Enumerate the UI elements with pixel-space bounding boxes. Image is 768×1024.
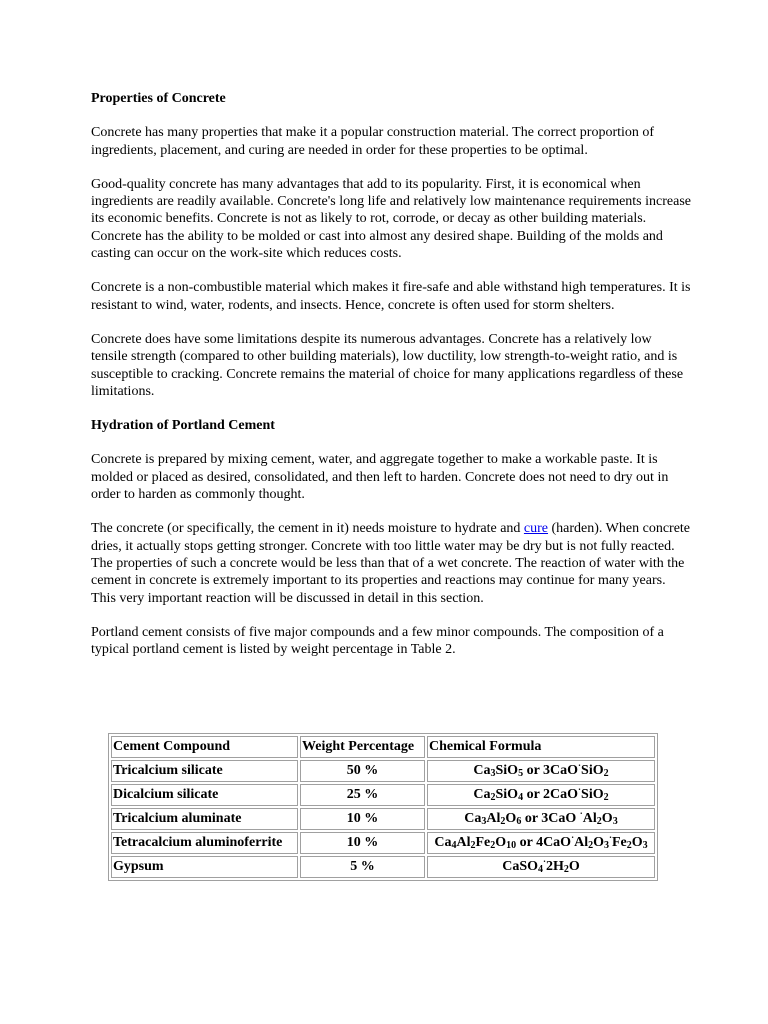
paragraph-text: The concrete (or specifically, the cement in it) needs moisture to hydrate and [91, 521, 524, 537]
chemical-formula [427, 832, 655, 854]
header-weight-percentage: Weight Percentage [300, 736, 425, 758]
formula-text: Ca [464, 811, 482, 826]
formula-text: SiO [495, 787, 519, 802]
compound-name: Tricalcium aluminate [111, 808, 298, 830]
formula-text: O [631, 835, 643, 850]
weight-percentage: 10 % [300, 808, 425, 830]
paragraph: Concrete is prepared by mixing cement, water, and aggregate together to make a workable paste. It is molded or placed as desired, consolidated, and then left to harden. Concrete does not need to dry out in order to harden as commonly thought. [91, 452, 669, 503]
chemical-formula [427, 760, 655, 782]
formula-subscript: 6 [516, 816, 522, 827]
formula-text: Al [486, 811, 501, 826]
formula-dot: · [543, 856, 547, 867]
compound-name: Gypsum [111, 856, 298, 878]
formula-subscript: 3 [603, 840, 609, 851]
formula-text: SiO [495, 763, 519, 778]
formula-text: SiO [581, 763, 604, 778]
table-header-row [111, 736, 655, 758]
compound-name: Dicalcium silicate [111, 784, 298, 806]
section-heading-hydration: Hydration of Portland Cement [91, 418, 275, 434]
formula-text: or 3CaO [521, 811, 580, 826]
formula-subscript: 3 [481, 816, 487, 827]
formula-subscript: 2 [626, 840, 632, 851]
formula-subscript: 2 [470, 840, 476, 851]
weight-percentage: 10 % [300, 832, 425, 854]
table-row [111, 760, 655, 782]
formula-text: O [593, 835, 604, 850]
formula-subscript: 2 [596, 816, 602, 827]
paragraph [91, 520, 691, 606]
formula-text: SiO [581, 787, 604, 802]
cement-compound-table [108, 733, 658, 881]
formula-text: Al [456, 835, 471, 850]
chemical-formula [427, 808, 655, 830]
formula-text: or 3CaO [523, 763, 579, 778]
weight-percentage: 25 % [300, 784, 425, 806]
formula-dot: · [578, 784, 582, 795]
paragraph: Concrete does have some limitations despite its numerous advantages. Concrete has a relatively low tensile strength (compared to other building materials), low ductility, low strength-to-weight ratio, and is susceptible to cracking. Concrete remains the material of choice for many applications regardless of these limitations. [91, 331, 684, 399]
paragraph: Good-quality concrete has many advantages that add to its popularity. First, it is economical when ingredients are readily available. Concrete's long life and relatively low maintenance requirements increase its economic benefits. Concrete is not as likely to rot, corrode, or decay as other building materials. Concrete has the ability to be molded or cast into almost any desired shape. Building of the molds and casting can occur on the work-site which reduces costs. [91, 176, 691, 262]
formula-text: Fe [612, 835, 627, 850]
formula-subscript: 2 [500, 816, 506, 827]
paragraph: Portland cement consists of five major compounds and a few minor compounds. The composition of a typical portland cement is listed by weight percentage in Table 2. [91, 624, 664, 658]
compound-name: Tetracalcium aluminoferrite [111, 832, 298, 854]
paragraph-text: (harden). When concrete dries, it actually stops getting stronger. Concrete with too little water may be dry but is not fully reacted. The properties of such a concrete would be less than that of a wet concrete. The reaction of water with the cement in concrete is extremely important to its properties and reactions may continue for many years. This very important reaction will be discussed in detail in this section. [91, 521, 691, 606]
header-chemical-formula: Chemical Formula [427, 736, 655, 758]
chemical-formula [427, 856, 655, 878]
formula-text: Ca [473, 787, 491, 802]
formula-subscript: 4 [451, 840, 457, 851]
formula-subscript: 2 [603, 768, 609, 779]
table-row [111, 784, 655, 806]
formula-text: Ca [473, 763, 491, 778]
formula-text: or 2CaO [523, 787, 579, 802]
formula-text: Ca [434, 835, 452, 850]
weight-percentage: 5 % [300, 856, 425, 878]
formula-text: or 4CaO [516, 835, 572, 850]
formula-subscript: 2 [490, 840, 496, 851]
formula-text: Fe [475, 835, 491, 850]
formula-text: CaSO [502, 859, 538, 874]
formula-subscript: 2 [588, 840, 594, 851]
table-row [111, 808, 655, 830]
formula-subscript: 10 [506, 840, 517, 851]
formula-text: O [601, 811, 613, 826]
chemical-formula [427, 784, 655, 806]
formula-subscript: 4 [518, 792, 524, 803]
formula-text: O [505, 811, 517, 826]
formula-subscript: 3 [642, 840, 648, 851]
table-row [111, 832, 655, 854]
formula-subscript: 2 [603, 792, 609, 803]
header-cement-compound: Cement Compound [111, 736, 298, 758]
formula-subscript: 3 [612, 816, 618, 827]
formula-text: Al [574, 835, 589, 850]
formula-text: 2H [546, 859, 564, 874]
section-heading-properties: Properties of Concrete [91, 91, 226, 106]
formula-dot: · [578, 760, 582, 771]
document-body [91, 90, 691, 675]
cure-link[interactable]: cure [523, 521, 549, 537]
paragraph: Concrete is a non-combustible material which makes it fire-safe and able withstand high temperatures. It is resistant to wind, water, rodents, and insects. Hence, concrete is often used for storm shelters. [91, 280, 691, 313]
formula-text: O [568, 859, 580, 874]
formula-subscript: 2 [490, 792, 496, 803]
paragraph: Concrete has many properties that make it a popular construction material. The correct proportion of ingredients, placement, and curing are needed in order for these properties to be optimal. [91, 125, 655, 158]
table-row [111, 856, 655, 878]
formula-dot: · [608, 832, 612, 843]
formula-subscript: 4 [538, 864, 543, 875]
formula-text: O [495, 835, 507, 850]
formula-dot: · [579, 808, 583, 819]
weight-percentage: 50 % [300, 760, 425, 782]
formula-text: Al [582, 811, 597, 826]
formula-dot: · [571, 832, 575, 843]
compound-name: Tricalcium silicate [111, 760, 298, 782]
formula-subscript: 2 [563, 864, 569, 875]
formula-subscript: 5 [518, 768, 524, 779]
formula-subscript: 3 [490, 768, 496, 779]
